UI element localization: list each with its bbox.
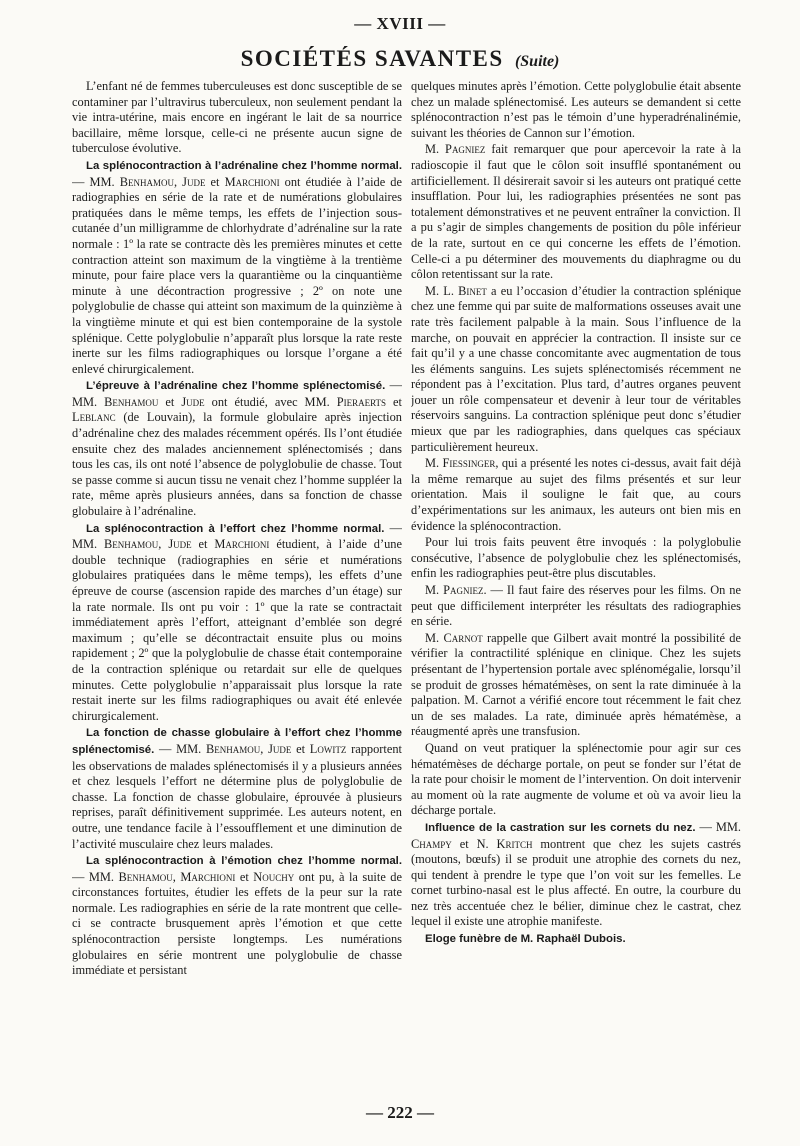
author-name: Benhamou, Jude: [206, 741, 292, 756]
author-name: Marchioni: [214, 537, 270, 552]
paragraph: M. Pagniez fait remarquer que pour apercevoir la rate à la radioscopie il faut que le côlon soit insufflé spontanément ou artificiellement. Il désirerait savoir si les auteurs ont pratiqué cette insufflation. Pour lui, les radiographies présentées ne sont pas totalement démonstratives et ne peuvent entraîner la conviction. Il a pu s’agir de simples changements de position du pôle inférieur de la rate, surtout en ce qui concerne les effets de l’émotion. Celle-ci a pu déterminer des mouvements du diaphragme ou du côlon retentissant sur la rate.: [411, 142, 741, 282]
author-name: Pagniez: [443, 583, 484, 597]
right-column: [411, 79, 741, 1099]
paragraph: Influence de la castration sur les cornets du nez. — MM. Champy et N. Kritch montrent que chez les sujets castrés (moutons, bœufs) il se produit une atrophie des cornets du nez, qui tendent à prendre le type que l’on voit sur les femelles. Le cornet turbino-nasal est le plus affecté. En outre, la courbure du nez très accentuée chez le bélier, diminue chez le castrat, chez lequel il existe une atrophie manifeste.: [411, 819, 741, 929]
author-name: Benhamou, Marchioni: [118, 869, 236, 884]
subsection-title: L’épreuve à l’adrénaline chez l’homme splénectomisé.: [86, 380, 386, 393]
paragraph: M. Fiessinger, qui a présenté les notes ci-dessus, avait fait déjà la même remarque au sujet des films présentés et sur leur orientation. Mais il souligne le fait que, au cours d’expérimentations sur les animaux, les auteurs ont bien mis en évidence la splénocontraction.: [411, 456, 741, 533]
subsection-title: La splénocontraction à l’adrénaline chez l’homme normal.: [86, 159, 402, 172]
roman-page-number: — XVIII —: [354, 14, 446, 33]
paragraph: La splénocontraction à l’émotion chez l’homme normal. — MM. Benhamou, Marchioni et Nouchy ont pu, à la suite de circonstances fortuites, étudier les effets de la peur sur la rate normale. Les radiographies en série de la rate montrent que celle-ci se contracte brusquement après l’émotion et que cette splénocontraction persiste longtemps. Les numérations globulaires en série montrent une polyglobulie de chasse immédiate et persistant: [72, 855, 402, 978]
subsection-title: Eloge funèbre de M. Raphaël Dubois.: [425, 933, 626, 946]
page-number: — 222 —: [366, 1103, 434, 1122]
author-name: Marchioni: [224, 174, 280, 189]
author-name: Nouchy: [253, 869, 295, 884]
section-title: SOCIÉTÉS SAVANTES: [240, 46, 504, 71]
subsection-title: La splénocontraction à l’émotion chez l’homme normal.: [86, 855, 402, 868]
author-name: Jude: [181, 394, 205, 409]
paragraph: M. Carnot rappelle que Gilbert avait montré la possibilité de vérifier la contractilité splénique en clinique. Chez les sujets présentant de l’hypertension portale avec splénomégalie, lorsqu’il se produit de grosses hématémèses, on sent la rate diminuée à la palpation. M. Carnot a vérifié encore tout récemment le fait chez un de ses malades. La rate, diminuée après hématémèse, a réaugmenté après une transfusion.: [411, 630, 741, 739]
paragraph: La splénocontraction à l’effort chez l’homme normal. — MM. Benhamou, Jude et Marchioni étudient, à l’aide d’une double technique (radiographies en série et numérations globulaires pratiquées dans le même temps), les effets d’une épreuve de course (ascension rapide des marches d’un étage) sur la rate normale. Ils ont pu voir : 1º que la rate se contractait immédiatement après l’effort, atteignant d’emblée son degré maximum ; qu’elle se décontractait ensuite plus ou moins rapidement ; 2º que la polyglobulie de chasse était contemporaine de la contraction splénique ou retardait sur elle de quelques minutes. Cette polyglobulie n’apparaissait plus lorsque la rate restait inerte sur les films radiographiques ou avait été enlevée chirurgicalement.: [72, 520, 402, 723]
author-name: Pieraerts: [336, 394, 387, 409]
subsection-title: Influence de la castration sur les cornets du nez.: [425, 821, 696, 834]
section-heading: [0, 46, 800, 72]
section-suite: (Suite): [514, 53, 560, 70]
author-name: Pagniez: [445, 142, 486, 157]
author-name: Leblanc: [72, 410, 116, 425]
subsection-title: La splénocontraction à l’effort chez l’homme normal.: [86, 522, 385, 535]
paragraph: La fonction de chasse globulaire à l’effort chez l’homme splénectomisé. — MM. Benhamou, Jude et Lowitz rapportent les observations de malades splénectomisés il y a plusieurs années et chez lesquels l’effort ne détermine plus de polyglobulie de chasse. La fonction de chasse globulaire, éprouvée à plusieurs reprises, paraît définitivement supprimée. Les auteurs notent, en outre, une tendance facile à l’essoufflement et une diminution de l’activité musculaire chez leurs malades.: [72, 727, 402, 851]
paragraph: quelques minutes après l’émotion. Cette polyglobulie était absente chez un malade splénectomisé. Les auteurs se demandent si cette splénocontraction n’est pas le témoin d’une hyperadrénalinémie, suivant les théories de Cannon sur l’émotion.: [411, 79, 741, 140]
paragraph: M. Pagniez. — Il faut faire des réserves pour les films. On ne peut que difficilement interpréter les résultats des radiographies en série.: [411, 583, 741, 629]
author-name: Carnot: [443, 630, 483, 645]
paragraph: M. L. Binet a eu l’occasion d’étudier la contraction splénique chez une femme qui par suite de malformations osseuses avait une rate très facilement palpable à la main. Sous l’influence de la marche, on pouvait en apprécier la contraction. Il insiste sur ce fait qu’il y a une chasse concomitante avec augmentation de tous les éléments sanguins. Les sujets splénectomisés récemment ne répondent pas à l’excitation. Plus tard, d’autres organes peuvent jouer un rôle compensateur et devenir à leur tour de véritables réservoirs sanguins. La contraction splénique peut donc s’étudier mieux que par les radiographies, dans quelques cas spéciaux particulièrement heureux.: [411, 283, 741, 454]
author-name: L. Binet: [443, 283, 487, 298]
author-name: Benhamou, Jude: [119, 174, 206, 189]
paragraph: Pour lui trois faits peuvent être invoqués : la polyglobulie consécutive, l’absence de polyglobulie chez les splénectomisés, enfin les radiographies peut-être plus discutables.: [411, 535, 741, 581]
paragraph: [411, 931, 741, 948]
paragraph: L’épreuve à l’adrénaline chez l’homme splénectomisé. — MM. Benhamou et Jude ont étudié, avec MM. Pieraerts et Leblanc (de Louvain), la formule globulaire après injection d’adrénaline chez des malades récemment opérés. Ils l’ont étudiée ensuite chez des malades anciennement splénectomisés ; dans tous les cas, ils ont noté l’absence de polyglobulie de chasse. Tout se passe comme si aucun tissu ne venait chez l’homme suppléer la rate, même après plusieurs années, dans sa fonction de chasse globulaire à l’adrénaline.: [72, 378, 402, 519]
author-name: N. Kritch: [476, 836, 533, 851]
paragraph: La splénocontraction à l’adrénaline chez l’homme normal. — MM. Benhamou, Jude et Marchioni ont étudiée à l’aide de radiographies en série de la rate et de numérations globulaires pratiquées dans le même temps, les effets de l’injection sous-cutanée d’un milligramme de chlorhydrate d’adrénaline sur la rate normale : 1º la rate se contracte dès les premières minutes et cette contraction atteint son maximum de la vingtième à la trentième minute, pour faire place vers la quarantième ou la cinquantième minute à une décontraction progressive ; 2º on note une polyglobulie de chasse qui atteint son maximum de la quinzième à la vingtième minute et qui est bien contemporaine de la systole splénique. Cette polyglobulie n’apparaît plus lorsque la rate reste inerte sur les films radiographiques ou lorsque l’organe a été enlevé chirurgicalement.: [72, 159, 402, 376]
author-name: Benhamou: [104, 394, 159, 409]
author-name: Lowitz: [309, 741, 347, 756]
author-name: Benhamou, Jude: [104, 537, 192, 552]
author-name: Fiessinger: [442, 456, 496, 471]
paragraph: L’enfant né de femmes tuberculeuses est donc susceptible de se contaminer par l’ultravirus tuberculeux, non seulement pendant la vie intra-utérine, mais encore en ingérant le lait de sa nourrice bacillaire, même lorsque, celle-ci ne présente aucun signe de tuberculose évolutive.: [72, 79, 402, 156]
author-name: Champy: [411, 836, 452, 851]
paragraph: Quand on veut pratiquer la splénectomie pour agir sur ces hématémèses de décharge portale, on peut se fonder sur l’état de la rate pour choisir le moment de l’intervention. On doit intervenir au moment où la rate augmente de volume et où va avoir lieu la décharge portale.: [411, 740, 741, 818]
subsection-title: La fonction de chasse globulaire à l’effort chez l’homme splénectomisé.: [72, 727, 402, 756]
left-column: [72, 79, 402, 1099]
